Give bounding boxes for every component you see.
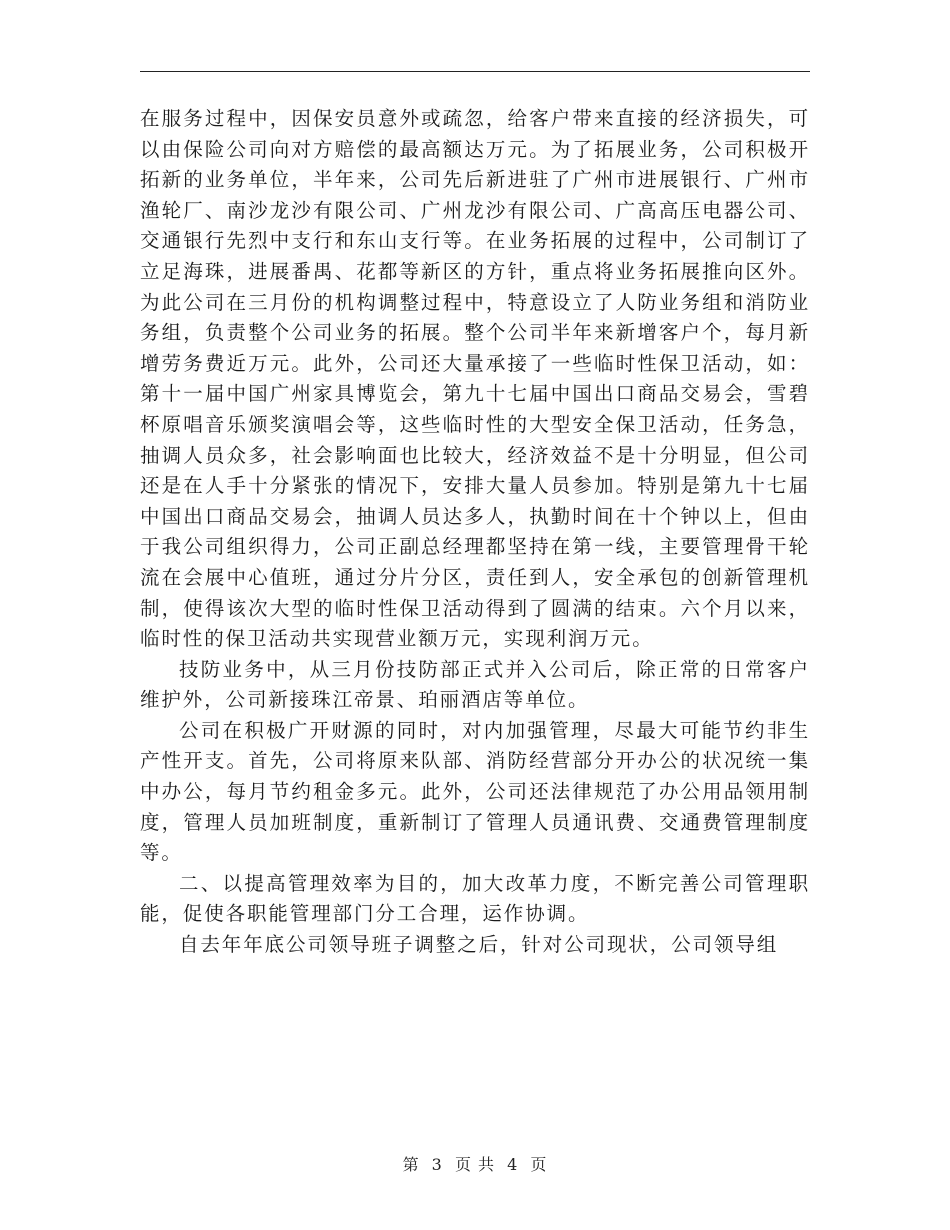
footer-prefix: 第 [402, 1155, 420, 1174]
footer-suffix: 页 [530, 1155, 548, 1174]
total-pages-number: 4 [507, 1155, 519, 1174]
header-rule [140, 71, 810, 72]
paragraph-4: 二、以提高管理效率为目的，加大改革力度，不断完善公司管理职能，促使各职能管理部门分工合理，运作协调。 [140, 871, 810, 926]
current-page-number: 3 [431, 1155, 443, 1174]
page-footer [0, 1152, 950, 1175]
footer-middle: 页 共 [454, 1155, 496, 1174]
paragraph-2: 技防业务中，从三月份技防部正式并入公司后，除正常的日常客户维护外，公司新接珠江帝景、珀丽酒店等单位。 [140, 657, 810, 712]
document-body [140, 104, 810, 961]
paragraph-3: 公司在积极广开财源的同时，对内加强管理，尽最大可能节约非生产性开支。首先，公司将原来队部、消防经营部分开办公的状况统一集中办公，每月节约租金多元。此外，公司还法律规范了办公用品领用制度，管理人员加班制度，重新制订了管理人员通讯费、交通费管理制度等。 [140, 718, 810, 865]
paragraph-1: 在服务过程中，因保安员意外或疏忽，给客户带来直接的经济损失，可以由保险公司向对方赔偿的最高额达万元。为了拓展业务，公司积极开拓新的业务单位，半年来，公司先后新进驻了广州市进展银行、广州市渔轮厂、南沙龙沙有限公司、广州龙沙有限公司、广高高压电器公司、交通银行先烈中支行和东山支行等。在业务拓展的过程中，公司制订了立足海珠，进展番禺、花都等新区的方针，重点将业务拓展推向区外。为此公司在三月份的机构调整过程中，特意设立了人防业务组和消防业务组，负责整个公司业务的拓展。整个公司半年来新增客户个，每月新增劳务费近万元。此外，公司还大量承接了一些临时性保卫活动，如：第十一届中国广州家具博览会，第九十七届中国出口商品交易会，雪碧杯原唱音乐颁奖演唱会等，这些临时性的大型安全保卫活动，任务急，抽调人员众多，社会影响面也比较大，经济效益不是十分明显，但公司还是在人手十分紧张的情况下，安排大量人员参加。特别是第九十七届中国出口商品交易会，抽调人员达多人，执勤时间在十个钟以上，但由于我公司组织得力，公司正副总经理都坚持在第一线，主要管理骨干轮流在会展中心值班，通过分片分区，责任到人，安全承包的创新管理机制，使得该次大型的临时性保卫活动得到了圆满的结束。六个月以来，临时性的保卫活动共实现营业额万元，实现利润万元。 [140, 107, 810, 651]
paragraph-5: 自去年年底公司领导班子调整之后，针对公司现状，公司领导组 [179, 933, 779, 957]
